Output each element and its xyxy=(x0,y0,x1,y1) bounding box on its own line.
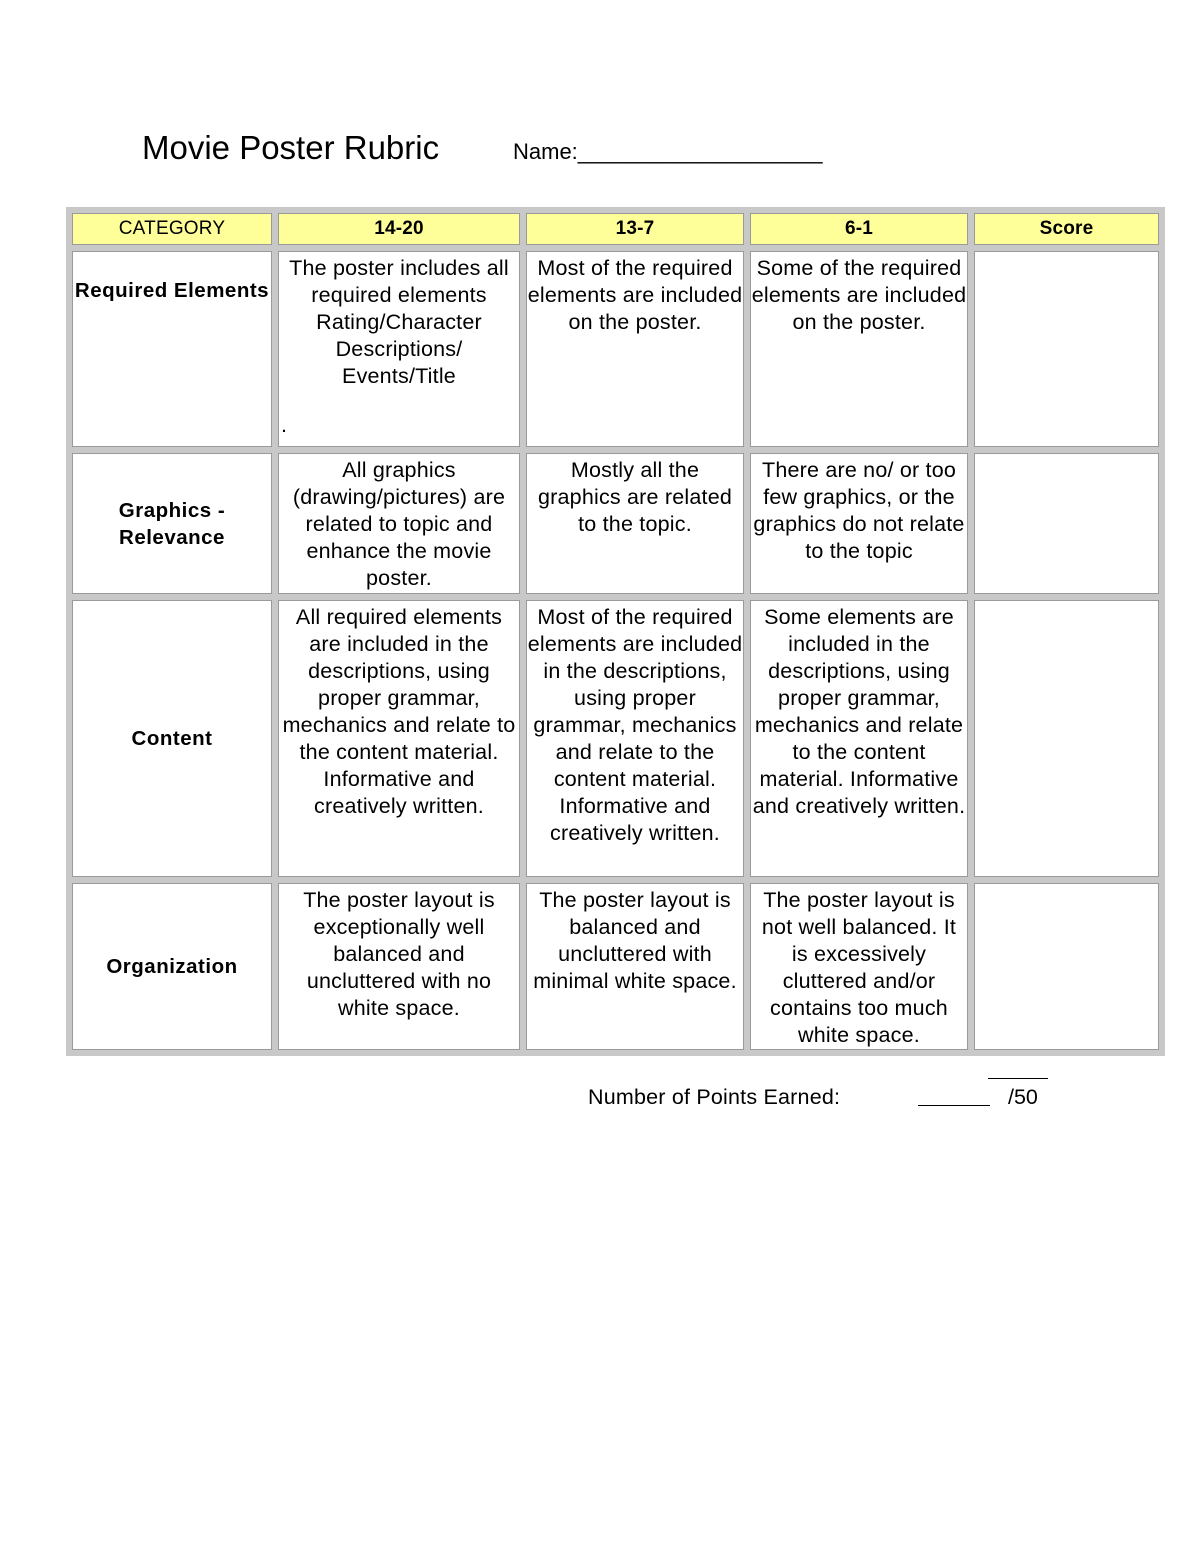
cell-graphics-14-20: All graphics (drawing/pictures) are related to topic and enhance the movie poster. xyxy=(278,453,520,594)
cell-graphics-6-1: There are no/ or too few graphics, or the graphics do not relate to the topic xyxy=(750,453,968,594)
score-cell-content[interactable] xyxy=(974,600,1159,876)
points-total: /50 xyxy=(1008,1085,1038,1109)
column-header-13-7: 13-7 xyxy=(526,213,744,245)
cell-note: . xyxy=(281,413,288,437)
cell-required-14-20 xyxy=(278,251,520,447)
rubric-table xyxy=(66,207,1165,1056)
cell-graphics-13-7: Mostly all the graphics are related to the topic. xyxy=(526,453,744,594)
table-row xyxy=(72,453,1159,594)
points-blank-line[interactable] xyxy=(918,1105,990,1106)
points-earned-label: Number of Points Earned: xyxy=(588,1085,841,1109)
cell-content-14-20: All required elements are included in the descriptions, using proper grammar, mechanics and relate to the content material. Informative and creatively written. xyxy=(278,600,520,876)
table-row xyxy=(72,600,1159,876)
header-row xyxy=(72,213,1159,245)
column-header-14-20: 14-20 xyxy=(278,213,520,245)
table-row xyxy=(72,251,1159,447)
category-organization: Organization xyxy=(72,883,272,1050)
page-title: Movie Poster Rubric xyxy=(142,129,440,166)
table-row xyxy=(72,883,1159,1050)
category-content: Content xyxy=(72,600,272,876)
column-header-6-1: 6-1 xyxy=(750,213,968,245)
cell-text: The poster includes all required elements Rating/Character Descriptions/ Events/Title xyxy=(289,256,509,388)
cell-required-6-1: Some of the required elements are included on the poster. xyxy=(750,251,968,447)
column-header-category: CATEGORY xyxy=(72,213,272,245)
cell-content-13-7: Most of the required elements are included in the descriptions, using proper grammar, mechanics and relate to the content material. Informative and creatively written. xyxy=(526,600,744,876)
score-cell-graphics[interactable] xyxy=(974,453,1159,594)
category-graphics-relevance: Graphics - Relevance xyxy=(72,453,272,594)
score-cell-required[interactable] xyxy=(974,251,1159,447)
cell-organization-6-1: The poster layout is not well balanced. It is excessively cluttered and/or contains too much white space. xyxy=(750,883,968,1050)
divider xyxy=(988,1078,1048,1079)
column-header-score: Score xyxy=(974,213,1159,245)
name-field-label: Name:____________________ xyxy=(513,139,823,164)
cell-organization-14-20: The poster layout is exceptionally well balanced and uncluttered with no white space. xyxy=(278,883,520,1050)
cell-required-13-7: Most of the required elements are included on the poster. xyxy=(526,251,744,447)
score-cell-organization[interactable] xyxy=(974,883,1159,1050)
category-required-elements: Required Elements xyxy=(72,251,272,447)
cell-content-6-1: Some elements are included in the descriptions, using proper grammar, mechanics and relate to the content material. Informative and creatively written. xyxy=(750,600,968,876)
cell-organization-13-7: The poster layout is balanced and uncluttered with minimal white space. xyxy=(526,883,744,1050)
